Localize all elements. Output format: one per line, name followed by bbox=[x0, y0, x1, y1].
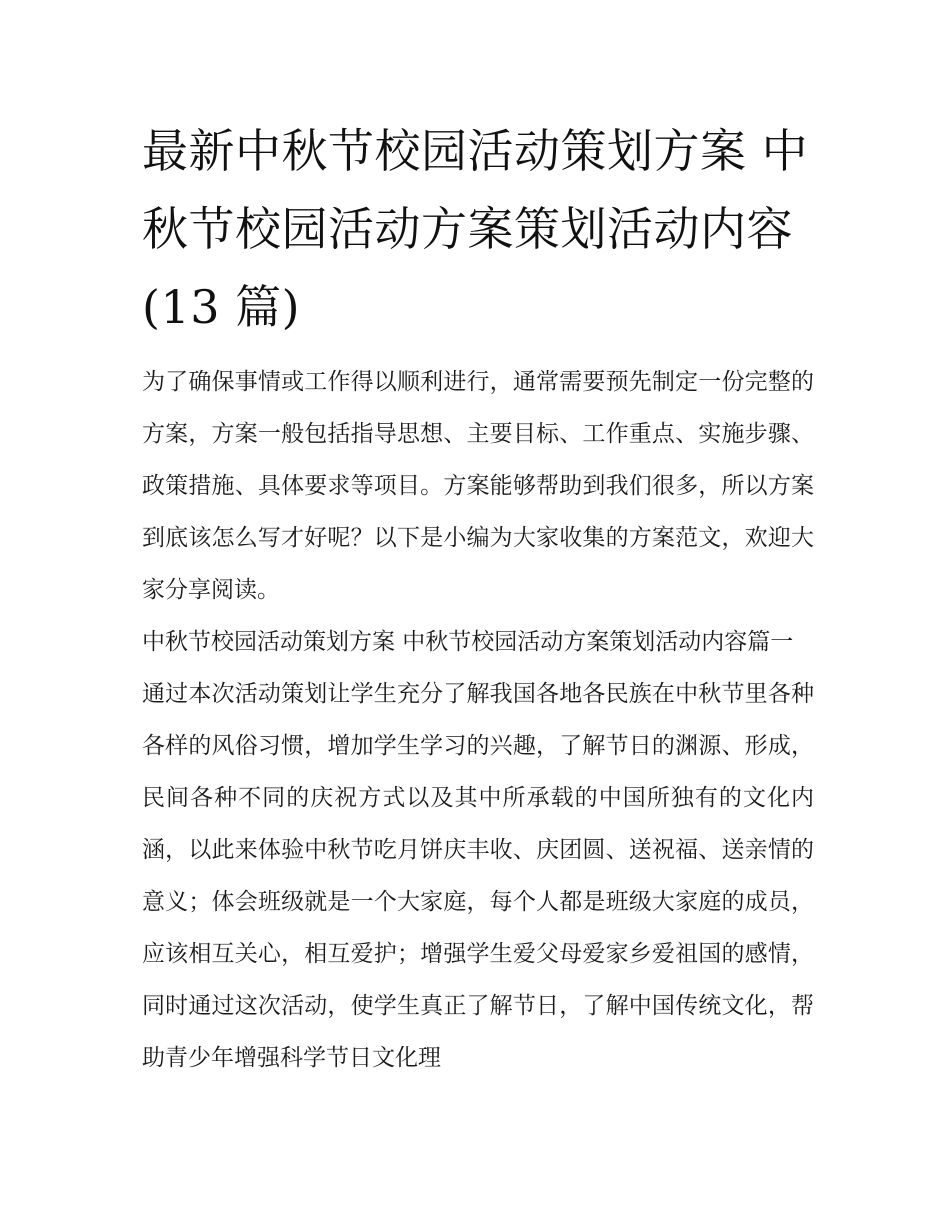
body-paragraph: 通过本次活动策划让学生充分了解我国各地各民族在中秋节里各种各样的风俗习惯，增加学生学习的兴趣，了解节日的渊源、形成，民间各种不同的庆祝方式以及其中所承载的中国所独有的文化内涵，以此来体验中秋节吃月饼庆丰收、庆团圆、送祝福、送亲情的意义；体会班级就是一个大家庭，每个人都是班级大家庭的成员，应该相互关心，相互爱护；增强学生爱父母爱家乡爱祖国的感情，同时通过这次活动，使学生真正了解节日，了解中国传统文化，帮助青少年增强科学节日文化理 bbox=[142, 681, 814, 1071]
document-page bbox=[142, 112, 814, 1084]
document-title: 最新中秋节校园活动策划方案 中秋节校园活动方案策划活动内容(13 篇) bbox=[142, 124, 809, 334]
section-heading: 中秋节校园活动策划方案 中秋节校园活动方案策划活动内容篇一 bbox=[142, 629, 794, 655]
intro-paragraph: 为了确保事情或工作得以顺利进行，通常需要预先制定一份完整的方案，方案一般包括指导思想、主要目标、工作重点、实施步骤、政策措施、具体要求等项目。方案能够帮助到我们很多，所以方案到底该怎么写才好呢？以下是小编为大家收集的方案范文，欢迎大家分享阅读。 bbox=[142, 369, 814, 603]
